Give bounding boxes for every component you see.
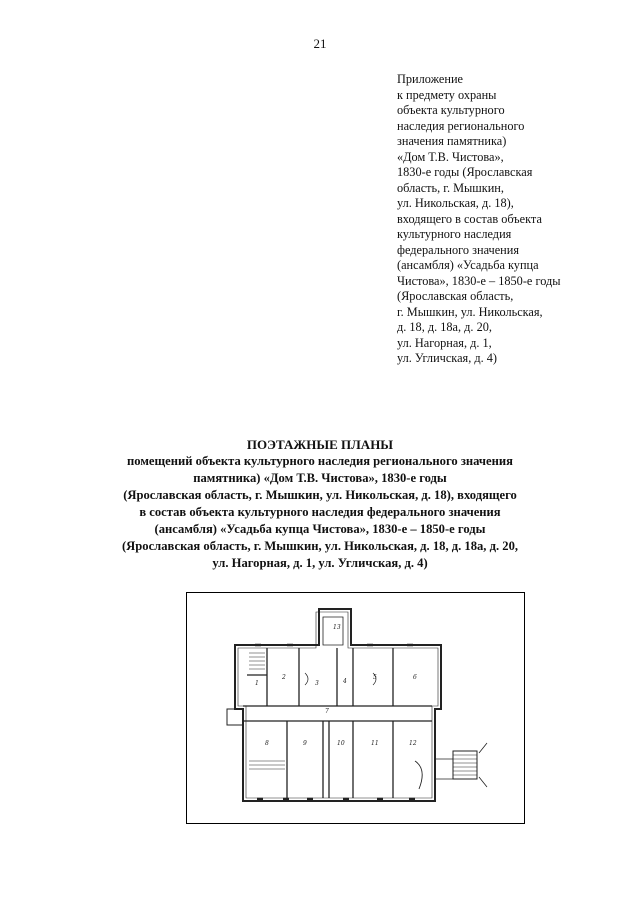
room-number-label: 2 [282,674,286,681]
room-number-label: 10 [337,740,345,747]
heading-line: помещений объекта культурного наследия регионального значения [127,454,513,468]
room-number-label: 5 [373,674,377,681]
heading-subtitle [60,453,580,572]
appendix-line: (Ярославская область, [397,289,514,303]
heading-line: (ансамбля) «Усадьба купца Чистова», 1830-е – 1850-е годы [154,522,486,536]
room-number-label: 1 [255,680,259,687]
appendix-line: Чистова», 1830-е – 1850-е годы [397,273,561,288]
appendix-line: 1830-е годы (Ярославская [397,165,533,179]
appendix-line: наследия регионального [397,118,525,133]
room-number-label: 3 [315,680,319,687]
appendix-block [397,72,633,367]
room-number-label: 9 [303,740,307,747]
floor-plan-drawing [186,592,525,824]
appendix-line: ул. Угличская, д. 4) [397,351,497,365]
appendix-line: Приложение [397,72,463,86]
appendix-line: ул. Нагорная, д. 1, [397,335,492,350]
room-number-label: 7 [325,708,329,715]
heading-title: ПОЭТАЖНЫЕ ПЛАНЫ [246,437,394,452]
heading-line: (Ярославская область, г. Мышкин, ул. Никольская, д. 18, д. 18а, д. 20, [121,539,519,553]
appendix-line: г. Мышкин, ул. Никольская, [397,304,543,319]
heading-line: ул. Нагорная, д. 1, ул. Угличская, д. 4) [212,556,428,570]
appendix-line: д. 18, д. 18а, д. 20, [397,320,492,334]
appendix-line: входящего в состав объекта [397,211,542,226]
appendix-line: объекта культурного [397,103,505,117]
appendix-line: (ансамбля) «Усадьба купца [397,258,539,272]
appendix-line: к предмету охраны [397,87,497,102]
appendix-line: значения памятника) [397,134,507,148]
appendix-line: федерального значения [397,242,519,257]
appendix-line: область, г. Мышкин, [397,180,504,195]
heading-line: (Ярославская область, г. Мышкин, ул. Никольская, д. 18), входящего [123,488,517,502]
floor-plan-svg [187,593,526,825]
room-number-label: 12 [409,740,417,747]
floor-plans-heading [60,436,580,572]
room-number-label: 11 [371,740,379,747]
page-number: 21 [313,36,327,51]
room-number-label: 6 [413,674,417,681]
heading-line: памятника) «Дом Т.В. Чистова», 1830-е годы [193,471,447,485]
room-number-label: 13 [333,624,341,631]
room-number-label: 8 [265,740,269,747]
heading-line: в состав объекта культурного наследия федерального значения [139,505,501,519]
appendix-line: культурного наследия [397,227,512,241]
room-number-label: 4 [343,678,347,685]
appendix-line: «Дом Т.В. Чистова», [397,149,504,164]
appendix-line: ул. Никольская, д. 18), [397,196,514,210]
